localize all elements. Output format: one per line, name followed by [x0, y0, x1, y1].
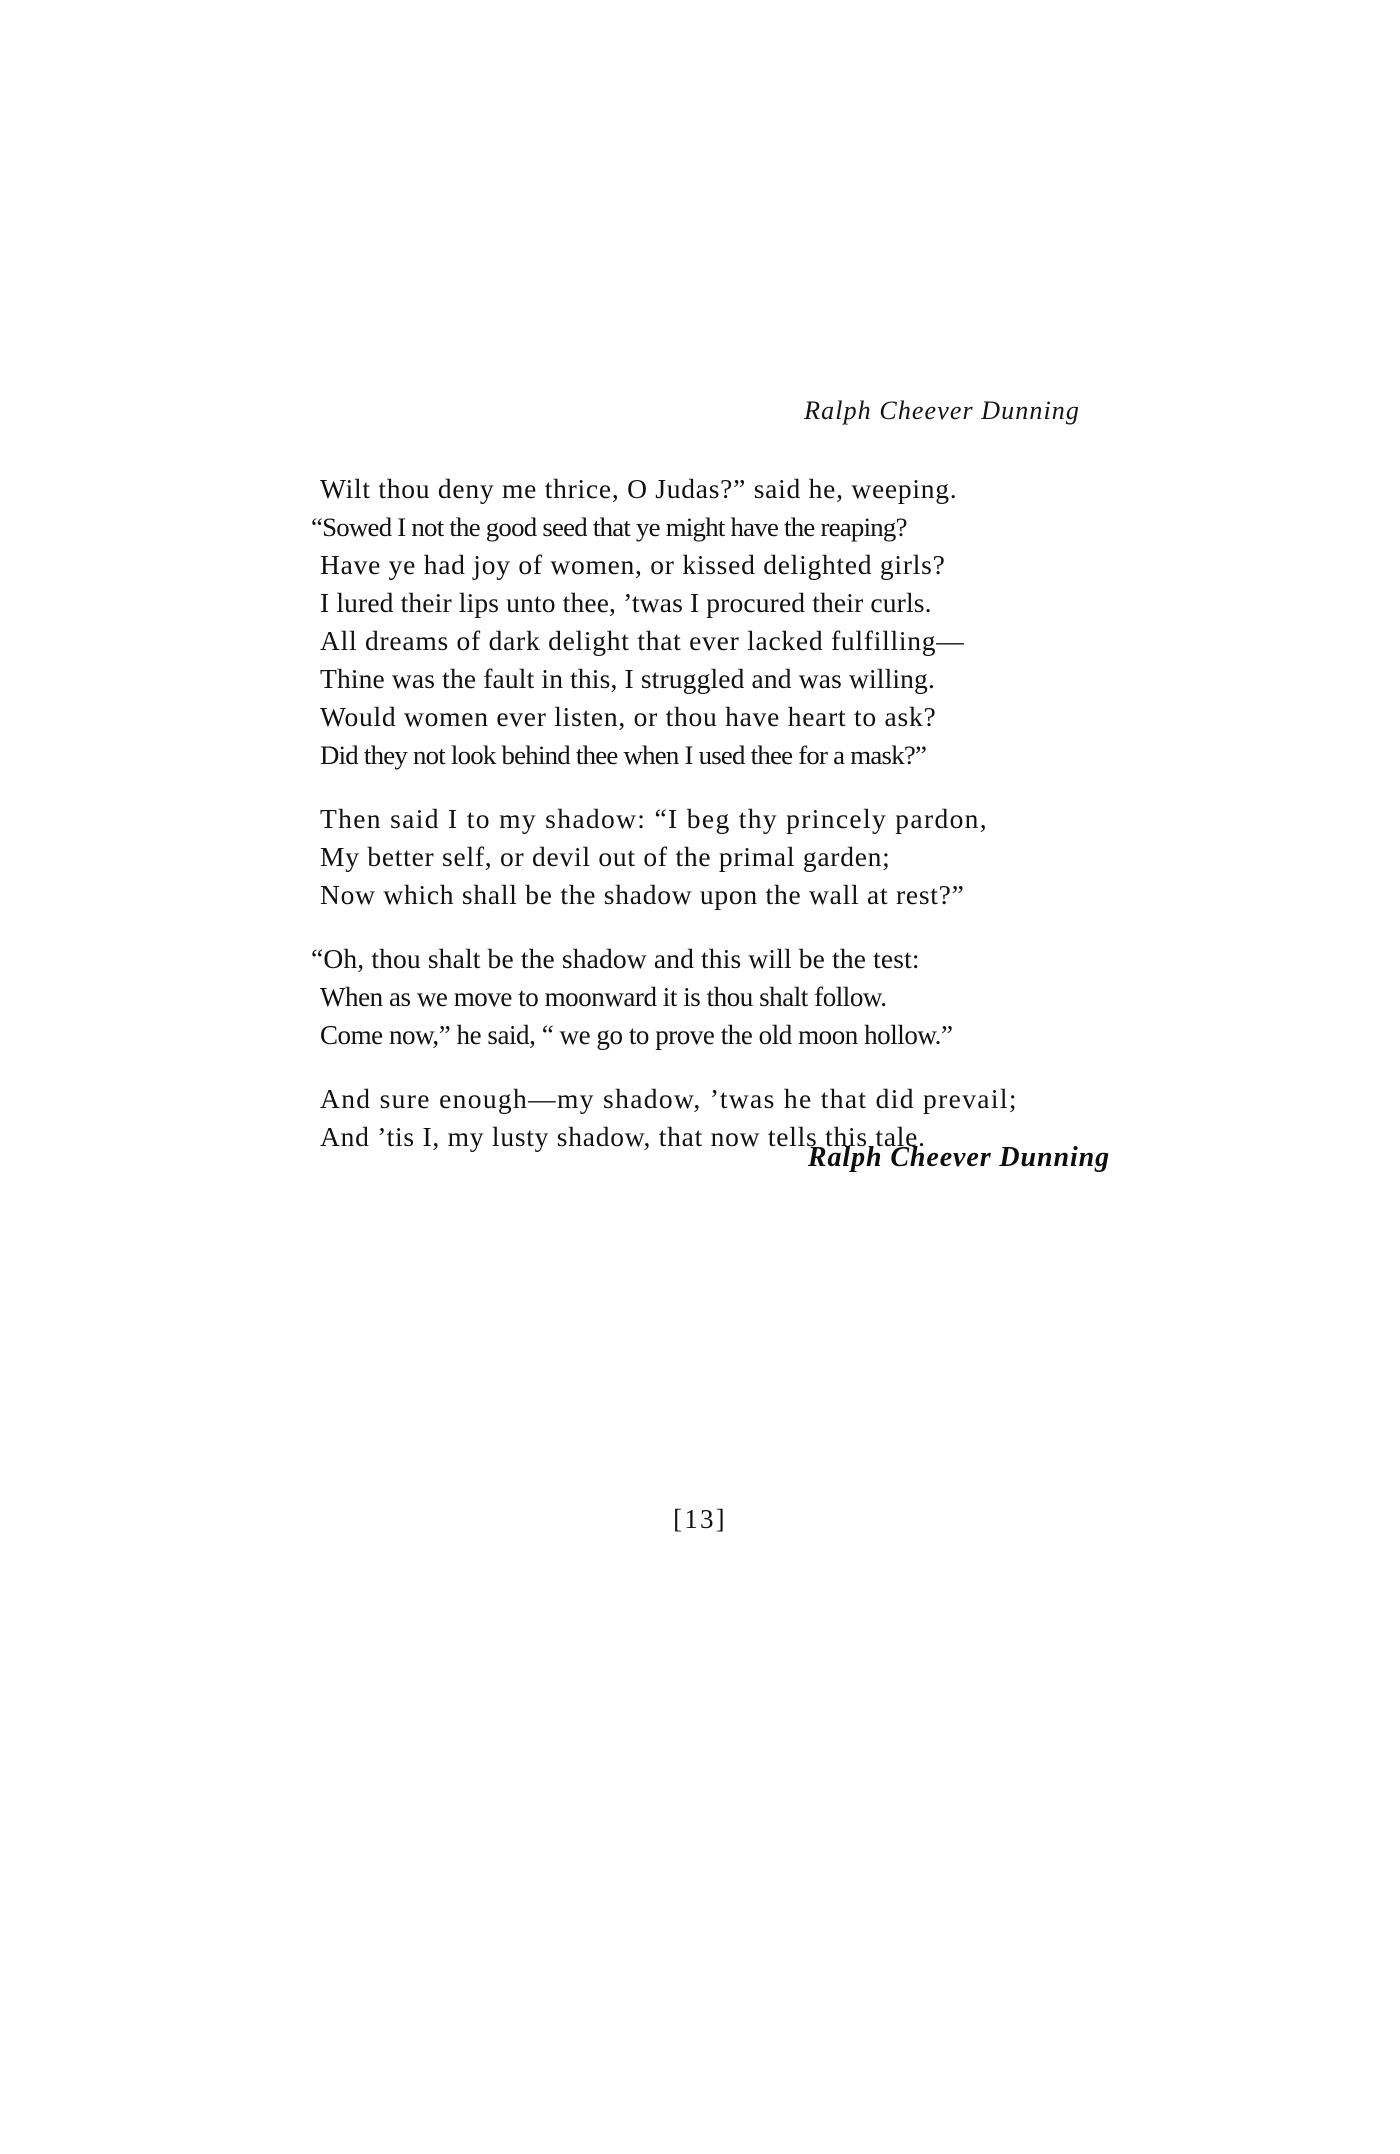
page-number [0, 1504, 1400, 1535]
stanza [311, 940, 1110, 1054]
page-number-value: [13] [673, 1504, 727, 1534]
poem-line: Did they not look behind thee when I used thee for a mask?” [320, 740, 927, 770]
author-signature: Ralph Cheever Dunning [807, 1142, 1110, 1173]
poem-line: Thine was the fault in this, I struggled and was willing. [320, 663, 935, 694]
stanza [311, 470, 1110, 774]
stanza [320, 800, 1110, 914]
poem-line: All dreams of dark delight that ever lacked fulfilling— [320, 625, 965, 656]
poem-line: And ’tis I, my lusty shadow, that now tells this tale. [320, 1121, 926, 1152]
poem-line: Then said I to my shadow: “I beg thy princely pardon, [320, 803, 988, 834]
poem-body [311, 470, 1110, 1156]
running-head: Ralph Cheever Dunning [804, 396, 1080, 425]
poem-line: Have ye had joy of women, or kissed delighted girls? [320, 549, 946, 580]
poem-line: Would women ever listen, or thou have heart to ask? [320, 701, 937, 732]
poem-line: Come now,” he said, “ we go to prove the old moon hollow.” [320, 1020, 953, 1050]
poem-line: I lured their lips unto thee, ’twas I procured their curls. [320, 587, 932, 618]
poem-line: “Sowed I not the good seed that ye might have the reaping? [311, 512, 907, 542]
poem-line: My better self, or devil out of the primal garden; [320, 841, 891, 872]
poem-line: Wilt thou deny me thrice, O Judas?” said he, weeping. [320, 473, 958, 504]
poem-line: “Oh, thou shalt be the shadow and this will be the test: [311, 943, 920, 974]
poem-line: And sure enough—my shadow, ’twas he that did prevail; [320, 1083, 1018, 1114]
poem-line: Now which shall be the shadow upon the wall at rest?” [320, 879, 965, 910]
poem-line: When as we move to moonward it is thou shalt follow. [320, 982, 887, 1012]
